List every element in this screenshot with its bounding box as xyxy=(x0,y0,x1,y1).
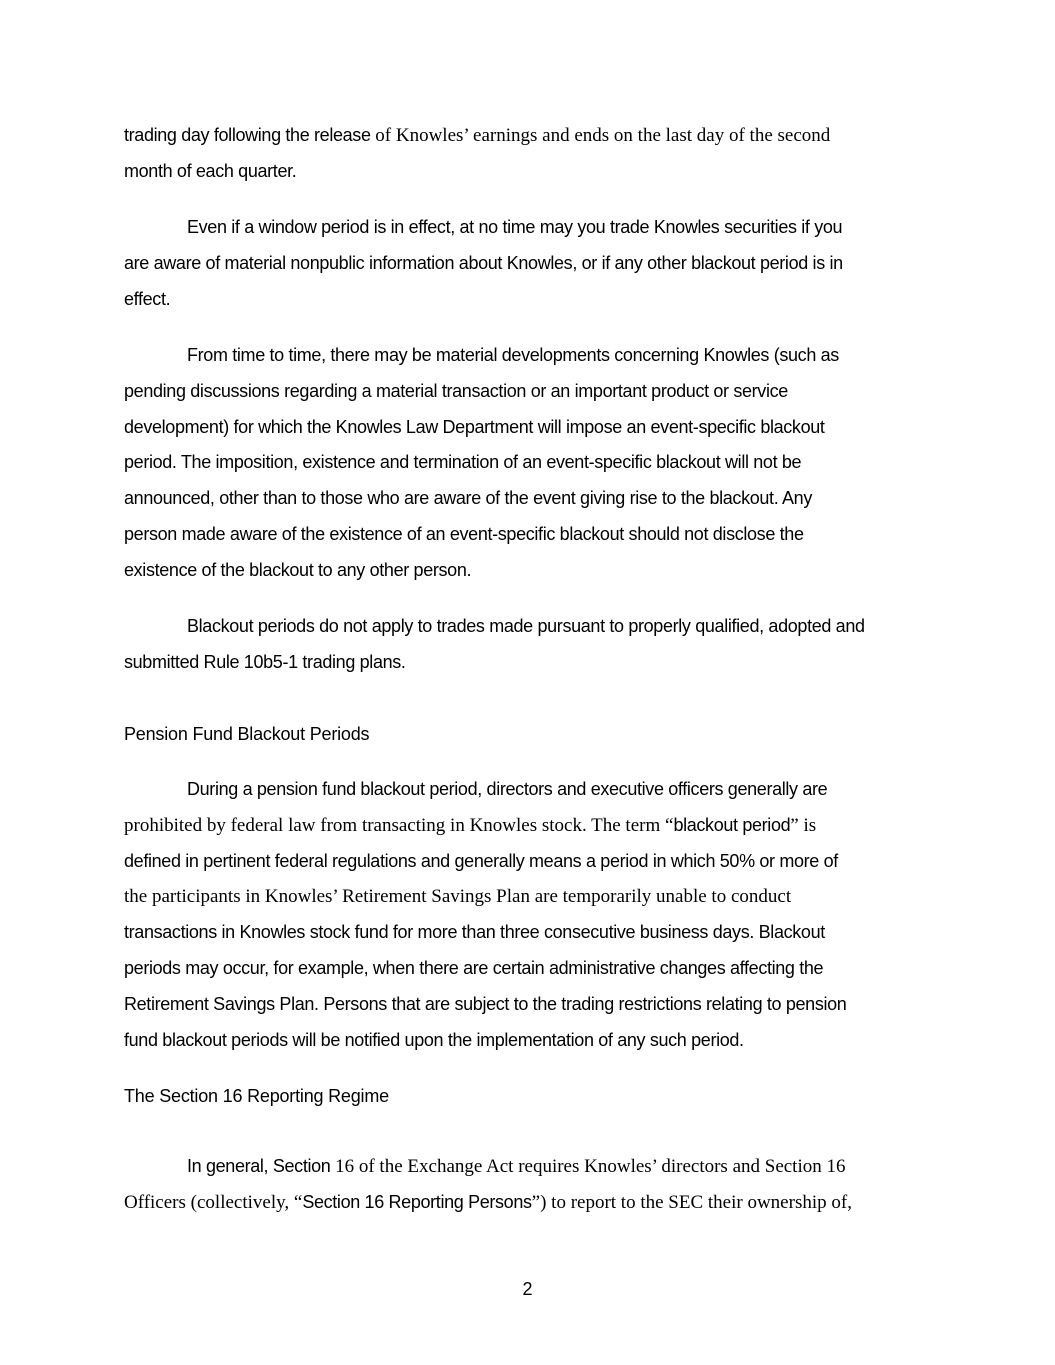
text-line: development) for which the Knowles Law Department will impose an event-specific blackout xyxy=(124,416,825,437)
text-line: existence of the blackout to any other person. xyxy=(124,559,472,580)
text-line: pending discussions regarding a material transaction or an important product or service xyxy=(124,380,788,401)
text-line: Retirement Savings Plan. Persons that are subject to the trading restrictions relating to pension xyxy=(124,993,847,1014)
text-line: periods may occur, for example, when there are certain administrative changes affecting the xyxy=(124,957,824,978)
text-line: Officers (collectively, “Section 16 Reporting Persons”) to report to the SEC their ownership of, xyxy=(124,1191,852,1213)
paragraph-pension-fund-blackout xyxy=(124,772,928,1058)
text-line: trading day following the release of Knowles’ earnings and ends on the last day of the second xyxy=(124,125,831,146)
text-line: During a pension fund blackout period, directors and executive officers generally are xyxy=(187,779,828,799)
text-line: period. The imposition, existence and termination of an event-specific blackout will not be xyxy=(124,452,802,473)
text-line: transactions in Knowles stock fund for more than three consecutive business days. Blackout xyxy=(124,922,825,943)
text-line: Blackout periods do not apply to trades made pursuant to properly qualified, adopted and xyxy=(187,616,865,636)
text-line: From time to time, there may be material developments concerning Knowles (such as xyxy=(187,345,839,365)
text-line: prohibited by federal law from transacting in Knowles stock. The term “blackout period” is xyxy=(124,814,817,836)
text-line: are aware of material nonpublic information about Knowles, or if any other blackout period is in xyxy=(124,252,843,273)
paragraph-window-period-restriction xyxy=(124,210,928,317)
section-heading-section-16: The Section 16 Reporting Regime xyxy=(124,1086,389,1106)
text-line: month of each quarter. xyxy=(124,160,297,181)
text-line: Even if a window period is in effect, at no time may you trade Knowles securities if you xyxy=(187,217,843,237)
text-line: defined in pertinent federal regulations and generally means a period in which 50% or more of xyxy=(124,850,838,871)
paragraph-section-16-reporting xyxy=(124,1149,928,1221)
paragraph-10b5-1-exception xyxy=(124,609,928,681)
text-line: In general, Section 16 of the Exchange Act requires Knowles’ directors and Section 16 xyxy=(187,1156,846,1177)
text-line: announced, other than to those who are aware of the event giving rise to the blackout. Any xyxy=(124,488,812,509)
text-line: the participants in Knowles’ Retirement Savings Plan are temporarily unable to conduct xyxy=(124,886,792,908)
text-line: effect. xyxy=(124,288,171,309)
text-line: submitted Rule 10b5-1 trading plans. xyxy=(124,651,406,672)
text-line: person made aware of the existence of an event-specific blackout should not disclose the xyxy=(124,523,804,544)
text-line: fund blackout periods will be notified upon the implementation of any such period. xyxy=(124,1029,744,1050)
paragraph-window-period-end xyxy=(124,118,928,190)
paragraph-event-specific-blackout xyxy=(124,338,928,589)
page-number: 2 xyxy=(522,1279,533,1299)
section-heading-pension-fund: Pension Fund Blackout Periods xyxy=(124,724,370,744)
